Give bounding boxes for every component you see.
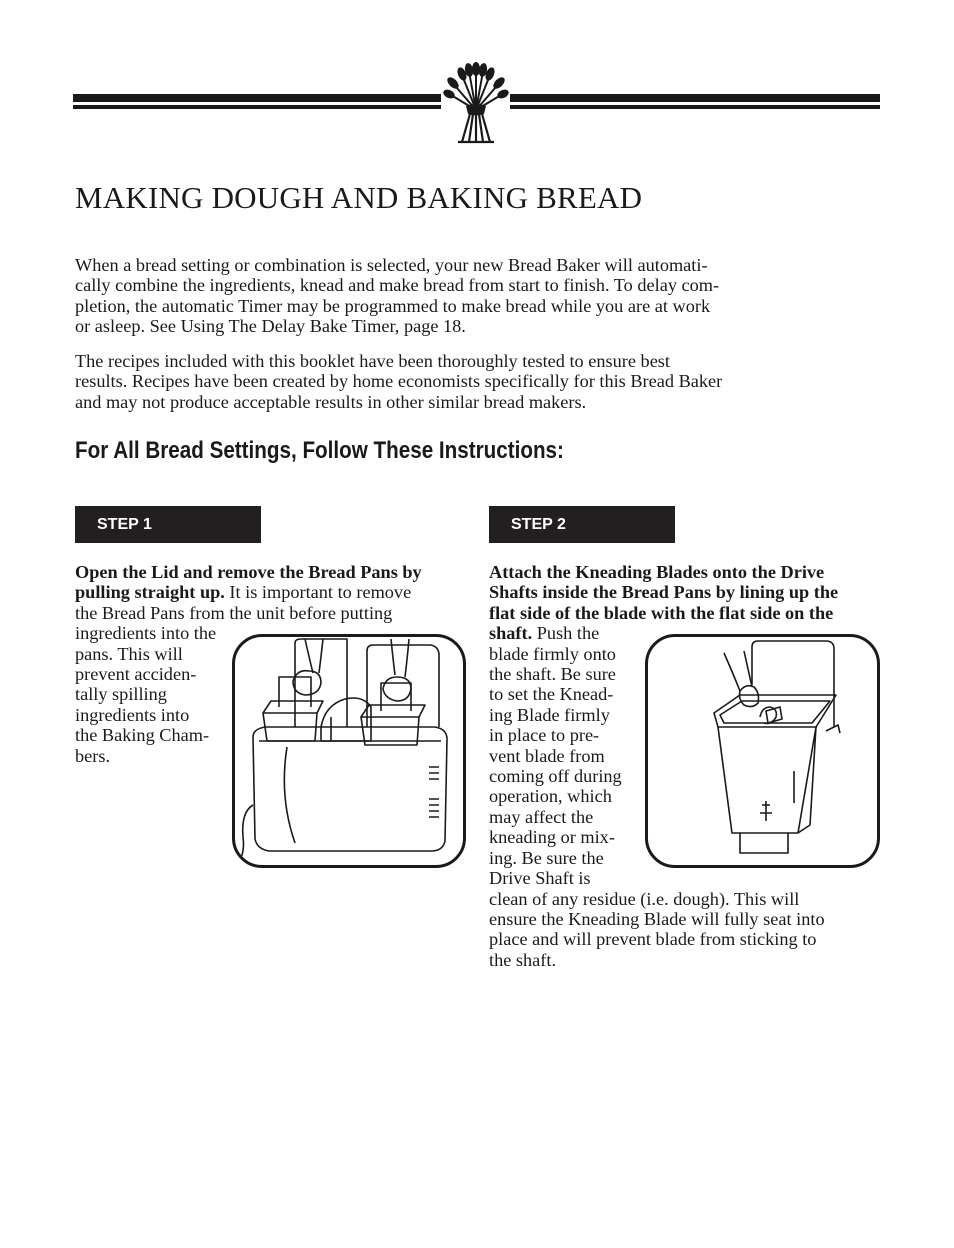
step-2-bold: Attach the Kneading Blades onto the Drive — [489, 562, 825, 582]
step-2-line: clean of any residue (i.e. dough). This will — [489, 888, 800, 909]
step-2-line: blade firmly onto — [489, 643, 616, 664]
step-2-line: kneading or mix- — [489, 827, 615, 848]
step-2-line: ing. Be sure the — [489, 847, 604, 868]
intro-line: and may not produce acceptable results in other similar bread makers. — [75, 391, 587, 412]
step-1-line: prevent acciden- — [75, 664, 197, 685]
step-1-text-run: It is important to remove — [224, 582, 412, 603]
header-rule-left — [73, 94, 441, 112]
step-2-line: in place to pre- — [489, 725, 600, 746]
wheat-sheaf-icon — [440, 62, 512, 144]
page-title: MAKING DOUGH AND BAKING BREAD — [75, 180, 643, 215]
step-2-line: ensure the Kneading Blade will fully seat into — [489, 908, 825, 929]
step-2-bold: shaft. — [489, 623, 533, 644]
step-2-line: vent blade from — [489, 745, 605, 766]
intro-line: or asleep. See Using The Delay Bake Timer, page 18. — [75, 316, 466, 337]
intro-line: results. Recipes have been created by home economists specifically for this Bread Baker — [75, 371, 723, 392]
step-1-line: ingredients into the — [75, 623, 217, 644]
step-1-bold: pulling straight up. — [75, 582, 225, 603]
header-rule-right — [510, 94, 880, 112]
bread-maker-pans-removal-icon — [235, 637, 463, 865]
step-2-line: the shaft. — [489, 949, 557, 970]
step-2-line: Drive Shaft is — [489, 868, 591, 889]
kneading-blade-attach-icon — [648, 637, 877, 865]
step-1-line: pans. This will — [75, 643, 183, 664]
step-2-line: place and will prevent blade from sticking to — [489, 929, 817, 950]
step-1-line: the Baking Cham- — [75, 725, 210, 746]
step-1-line: tally spilling — [75, 684, 167, 705]
step-2-line: operation, which — [489, 786, 612, 807]
step-2-line: the shaft. Be sure — [489, 664, 616, 685]
step-2-bold: flat side of the blade with the flat side on the — [489, 602, 834, 623]
intro-line: pletion, the automatic Timer may be programmed to make bread while you are at work — [75, 295, 711, 316]
step-1-label: STEP 1 — [75, 506, 261, 543]
intro-line: cally combine the ingredients, knead and make bread from start to finish. To delay com- — [75, 275, 720, 296]
step-2-text-run: Push the — [532, 623, 600, 644]
step-1-line: bers. — [75, 745, 111, 766]
step-1-line: ingredients into — [75, 704, 190, 725]
step-1-illustration — [232, 634, 466, 868]
intro-paragraph-2 — [75, 351, 815, 412]
step-2-line: coming off during — [489, 766, 622, 787]
step-2-line: ing Blade firmly — [489, 704, 610, 725]
step-2-line: to set the Knead- — [489, 684, 614, 705]
step-2-bold: Shafts inside the Bread Pans by lining up the — [489, 582, 839, 603]
step-2-illustration — [645, 634, 880, 868]
step-1-line: the Bread Pans from the unit before putting — [75, 602, 393, 623]
intro-line: When a bread setting or combination is selected, your new Bread Baker will automati- — [75, 255, 708, 275]
instructions-heading: For All Bread Settings, Follow These Instructions: — [75, 437, 564, 464]
step-2-line: may affect the — [489, 806, 594, 827]
intro-line: The recipes included with this booklet have been thoroughly tested to ensure best — [75, 351, 670, 371]
step-2-label: STEP 2 — [489, 506, 675, 543]
step-1-bold: Open the Lid and remove the Bread Pans by — [75, 562, 422, 582]
intro-paragraph-1 — [75, 255, 815, 337]
